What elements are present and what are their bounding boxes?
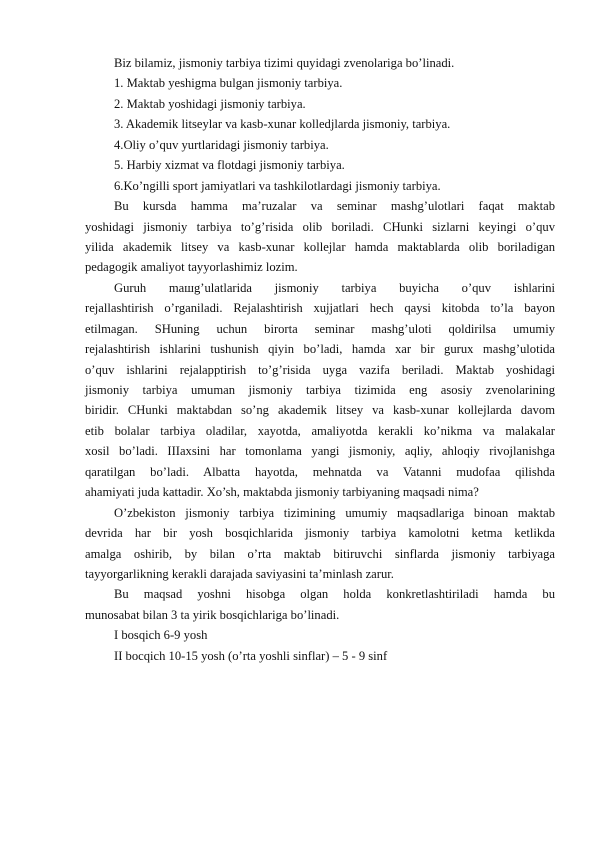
text-line: etilmagan. SHuning uchun birorta seminar mashg’uloti qoldirilsa umumiy (85, 321, 555, 336)
text-line: pedagogik amaliyot tayyorlashimiz lozim. (85, 260, 298, 275)
text-line: O’zbekiston jismoniy tarbiya tizimining umumiy maqsadlariga binoan maktab (114, 505, 555, 520)
text-line: rejallashtirish o’rganiladi. Rejalashtirish xujjatlari hech qaysi kitobda to’la bayon (85, 301, 555, 316)
text-line: 2. Maktab yoshidagi jismoniy tarbiya. (114, 96, 306, 111)
text-line: Bu kursda hamma ma’ruzalar va seminar mashg’ulotlari faqat maktab (114, 199, 555, 214)
text-line: yoshidagi jismoniy tarbiya to’g’risida olib boriladi. CHunki sizlarni keyingi o’quv (85, 219, 555, 234)
text-line: yilida akademik litsey va kasb-xunar kollejlar hamda maktablarda olib boriladigan (85, 239, 555, 254)
text-line: ahamiyati juda kattadir. Xo’sh, maktabda jismoniy tarbiyaning maqsadi nima? (85, 485, 479, 500)
text-line: amalga oshirib, by bilan o’rta maktab bitiruvchi sinflarda jismoniy tarbiyaga (85, 546, 555, 561)
text-line: qaratilgan bo’ladi. Albatta hayotda, mehnatda va Vatanni mudofaa qilishda (85, 464, 555, 479)
text-line: II bocqich 10-15 yosh (o’rta yoshli sinflar) – 5 - 9 sinf (114, 648, 388, 663)
text-line: 1. Maktab yeshigma bulgan jismoniy tarbiya. (114, 76, 343, 91)
text-line: rejalashtirish ishlarini tushunish qiyin bo’ladi, hamda xar bir gurux mashg’ulotida (85, 342, 555, 357)
text-line: etib bolalar tarbiya oladilar, xayotda, amaliyotda kerakli ko’nikma va malakalar (85, 423, 555, 438)
text-line: 5. Harbiy xizmat va flotdagi jismoniy tarbiya. (114, 158, 345, 173)
text-line: biridir. CHunki maktabdan so’ng akademik litsey va kasb-xunar kollejlarda davom (85, 403, 555, 418)
text-line: o’quv ishlarini rejalapptirish to’g’risida uyga vazifa beriladi. Maktab yoshidagi (85, 362, 555, 377)
text-line: 3. Akademik litseylar va kasb-xunar kolledjlarda jismoniy, tarbiya. (114, 117, 451, 132)
text-line: 4.Oliy o’quv yurtlaridagi jismoniy tarbiya. (114, 137, 329, 152)
text-line: munosabat bilan 3 ta yirik bosqichlariga bo’linadi. (85, 607, 340, 622)
text-line: Biz bilamiz, jismoniy tarbiya tizimi quyidagi zvenolariga bo’linadi. (114, 56, 455, 70)
text-line: xosil bo’ladi. IIIaxsini har tomonlama yangi jismoniy, aqliy, ahloqiy rivojlanishga (85, 444, 555, 459)
text-line: tayyorgarlikning kerakli darajada saviyasini ta’minlash zarur. (85, 566, 394, 581)
text-line: 6.Ko’ngilli sport jamiyatlari va tashkilotlardagi jismoniy tarbiya. (114, 178, 441, 193)
text-line: jismoniy tarbiya umuman jismoniy tarbiya tizimida eng asosiy zvenolarining (85, 383, 555, 397)
document-page (85, 53, 555, 666)
text-line: devrida har bir yosh bosqichlarida jismoniy tarbiya kamolotni ketma ketlikda (85, 526, 555, 541)
text-line: Guruh maшg’ulatlarida jismoniy tarbiya buyicha o’quv ishlarini (114, 280, 555, 295)
text-line: I bosqich 6-9 yosh (114, 628, 208, 643)
text-line: Bu maqsad yoshni hisobga olgan holda konkretlashtiriladi hamda bu (114, 587, 555, 602)
